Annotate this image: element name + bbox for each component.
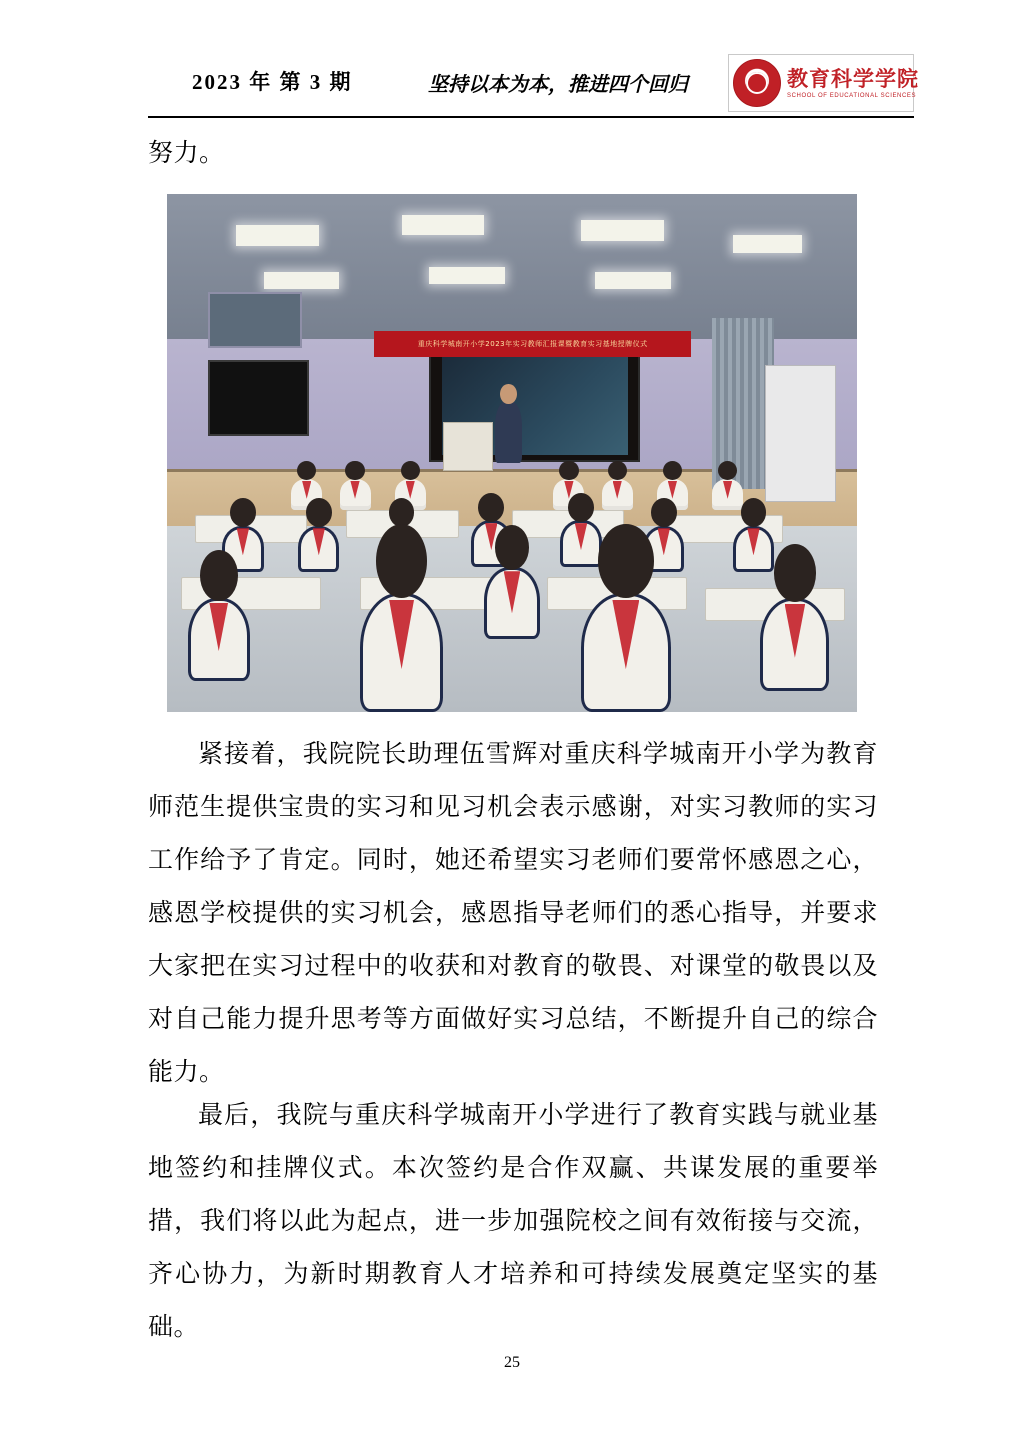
- header-divider: [148, 116, 914, 118]
- logo-name-en: SCHOOL OF EDUCATIONAL SCIENCES: [787, 93, 917, 100]
- ceiling-light: [733, 235, 802, 253]
- podium: [443, 422, 493, 471]
- ceiling-light: [236, 225, 319, 246]
- page-number: 25: [504, 1354, 520, 1371]
- event-banner: 重庆科学城南开小学2023年实习教师汇报课暨教育实习基地授牌仪式: [374, 331, 691, 357]
- student-figure: [760, 598, 829, 691]
- ceiling-light: [402, 215, 485, 236]
- classroom-photo: [167, 194, 857, 712]
- student-figure: [188, 598, 250, 681]
- student-figure: [733, 526, 774, 573]
- ceiling-light: [264, 272, 340, 290]
- cabinet: [765, 365, 836, 502]
- student-figure: [360, 593, 443, 712]
- institution-logo: [728, 54, 919, 112]
- running-title: 坚持以本为本，推进四个回归: [428, 72, 688, 96]
- ceiling-light: [429, 267, 505, 285]
- window: [208, 292, 302, 348]
- logo-name-cn: 教育科学学院: [787, 65, 919, 91]
- student-figure: [581, 593, 671, 712]
- paragraph-three: 最后，我院与重庆科学城南开小学进行了教育实践与就业基地签约和挂牌仪式。本次签约是合作双赢、共谋发展的重要举措，我们将以此为起点，进一步加强院校之间有效衔接与交流，齐心协力，为新时期教育人才培养和可持续发展奠定坚实的基础。: [148, 1100, 878, 1341]
- page-header: [148, 56, 919, 118]
- paragraph-two: 紧接着，我院院长助理伍雪辉对重庆科学城南开小学为教育师范生提供宝贵的实习和见习机会表示感谢，对实习教师的实习工作给予了肯定。同时，她还希望实习老师们要常怀感恩之心，感恩学校提供的实习机会，感恩指导老师们的悉心指导，并要求大家把在实习过程中的收获和对教育的敬畏、对课堂的敬畏以及对自己能力提升思考等方面做好实习总结，不断提升自己的综合能力。: [148, 739, 878, 1086]
- paragraph-continuation: 努力。: [148, 138, 225, 167]
- ceiling-light: [581, 220, 664, 241]
- wall-display: [208, 360, 309, 437]
- student-figure: [298, 526, 339, 573]
- teacher-figure: [495, 401, 523, 463]
- student-figure: [340, 479, 371, 510]
- issue-label: 2023 年 第 3 期: [192, 70, 353, 94]
- student-figure: [602, 479, 633, 510]
- student-figure: [560, 520, 601, 567]
- student-figure: [712, 479, 743, 510]
- emblem-icon: [733, 59, 781, 107]
- ceiling-light: [595, 272, 671, 290]
- student-figure: [484, 567, 539, 640]
